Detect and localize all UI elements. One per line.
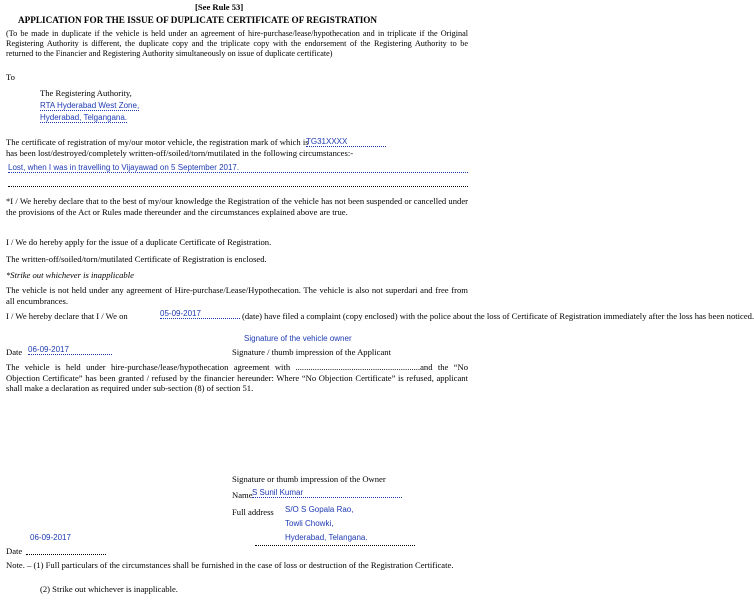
blank-line [8,186,468,187]
declaration-text: *I / We hereby declare that to the best of my/our knowledge the Registration of the vehicle has not been suspended or cancelled under the provisions of the Act or Rules made thereunder and the circumstances explained above are true. [6,196,468,217]
certificate-text-before: The certificate of registration of my/our motor vehicle, the registration mark of which is [6,137,309,147]
name-label: Name [232,490,253,500]
document-title: APPLICATION FOR THE ISSUE OF DUPLICATE CERTIFICATE OF REGISTRATION [18,15,378,25]
note-1: Note. – (1) Full particulars of the circumstances shall be furnished in the case of loss or destruction of the Registration Certificate. [6,560,454,570]
circumstance-text: Lost, when I was in travelling to Vijayawad on 5 September 2017. [8,163,468,173]
date-blank-line [26,554,106,555]
owner-date-value: 06-09-2017 [30,533,71,542]
owner-name: S Sunil Kumar [252,488,402,498]
owner-signature: Signature of the vehicle owner [244,334,352,343]
not-held-text: The vehicle is not held under any agreement of Hire-purchase/Lease/Hypothecation. The vehicle is also not superdari and free from all encumbrances. [6,285,468,306]
owner-address-line1: S/O S Gopala Rao, [285,505,354,514]
enclosed-text: The written-off/soiled/torn/mutilated Certificate of Registration is enclosed. [6,254,267,264]
to-label: To [6,72,15,82]
address-label: Full address [232,507,274,517]
applicant-signature-label: Signature / thumb impression of the Applicant [232,347,391,357]
complaint-text-before: I / We hereby declare that I / We on [6,311,128,321]
owner-address-line2: Towli Chowki, [285,519,334,528]
application-date: 06-09-2017 [28,345,112,355]
note-2: (2) Strike out whichever is inapplicable. [40,584,178,594]
instructions: (To be made in duplicate if the vehicle is held under an agreement of hire-purchase/lease/hypothecation and in triplicate if the Original Registering Authority is different, the duplicate copy and the triplicate copy with the endorsement of the Registering Authority to be returned to the Financier and Registering Authority simultaneously on issue of duplicate certificate) [6,29,468,58]
address-line2: Hyderabad, Telgangana. [40,113,128,122]
address-line1: RTA Hyderabad West Zone, [40,101,140,110]
apply-text: I / We do hereby apply for the issue of a duplicate Certificate of Registration. [6,237,272,247]
owner-address-line3: Hyderabad, Telangana. [285,533,368,542]
date-label: Date [6,347,23,357]
registration-mark: TG31XXXX [306,137,386,147]
financier-text: The vehicle is held under hire-purchase/lease/hypothecation agreement with ..........................................................and the “No Objection Certificate” has been granted / refused by the financier hereunder: Where “No Objection Certificate” is refused, applicant shall make a declaration as required under sub-section (8) of section 51. [6,362,468,393]
rule-reference: [See Rule 53] [195,2,244,12]
certificate-text-after: has been lost/destroyed/completely written-off/soiled/torn/mutilated in the following circumstances:- [6,148,354,158]
complaint-date: 05-09-2017 [160,309,240,319]
authority-label: The Registering Authority, [40,88,132,98]
complaint-text-after: (date) have filed a complaint (copy enclosed) with the police about the loss of Certificate of Registration immediately after the loss has been noticed. [242,311,754,321]
strike-note: *Strike out whichever is inapplicable [6,270,134,280]
address-blank-line [255,545,415,546]
owner-signature-label: Signature or thumb impression of the Owner [232,474,386,484]
owner-date-label: Date [6,546,23,556]
